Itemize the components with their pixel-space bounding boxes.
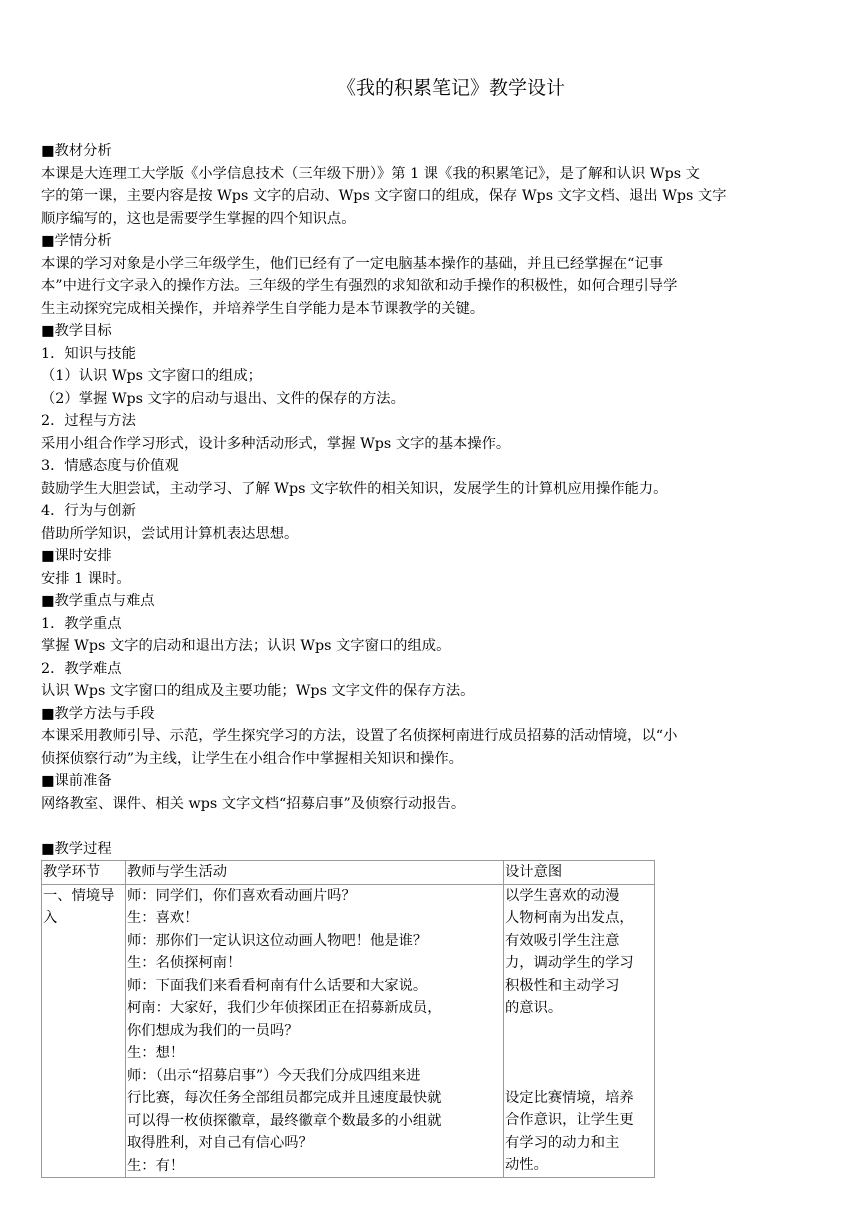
intent-line: 的意识。 [505, 1000, 563, 1016]
section-heading-preparation: ■课前准备 [41, 773, 112, 789]
goals-line: 采用小组合作学习形式，设计多种活动形式，掌握 Wps 文字的基本操作。 [41, 435, 511, 452]
table-header-intent: 设计意图 [504, 861, 655, 885]
activity-line: 师：同学们，你们喜欢看动画片吗？ [127, 887, 356, 904]
blank-line [41, 815, 821, 838]
document-page [41, 72, 821, 1178]
section-heading-keypoints: ■教学重点与难点 [41, 593, 155, 609]
section-heading-learners: ■学情分析 [41, 233, 112, 249]
goals-line: （2）掌握 Wps 文字的启动与退出、文件的保存的方法。 [41, 390, 405, 407]
goals-line: 2．过程与方法 [41, 413, 136, 429]
learners-line: 本课的学习对象是小学三年级学生，他们已经有了一定电脑基本操作的基础，并且已经掌握在“记事 [41, 255, 664, 272]
activity-line: 生：喜欢！ [127, 910, 199, 926]
table-header-activity: 教师与学生活动 [126, 861, 504, 885]
intent-line: 设定比赛情境，培养 [505, 1089, 634, 1106]
activity-line: 取得胜利，对自己有信心吗？ [127, 1135, 313, 1151]
goals-line: 1．知识与技能 [41, 345, 136, 362]
activity-line: 生：名侦探柯南！ [127, 955, 242, 971]
activity-line: 你们想成为我们的一员吗？ [127, 1022, 299, 1039]
intent-line: 积极性和主动学习 [505, 977, 620, 994]
material-line: 字的第一课，主要内容是按 Wps 文字的启动、Wps 文字窗口的组成，保存 Wps 文字文档、退出 Wps 文字 [41, 188, 727, 204]
keypoints-line: 认识 Wps 文字窗口的组成及主要功能；Wps 文字文件的保存方法。 [41, 683, 475, 699]
activity-line: 可以得一枚侦探徽章，最终徽章个数最多的小组就 [127, 1112, 442, 1129]
keypoints-line: 1．教学重点 [41, 615, 122, 632]
activity-line: 师：（出示“招募启事”）今天我们分成四组来进 [127, 1067, 421, 1084]
methods-line: 侦探侦察行动”为主线，让学生在小组合作中掌握相关知识和操作。 [41, 750, 463, 767]
goals-line: 借助所学知识，尝试用计算机表达思想。 [41, 525, 299, 542]
keypoints-line: 2．教学难点 [41, 660, 122, 677]
table-header-stage: 教学环节 [42, 861, 126, 885]
methods-line: 本课采用教师引导、示范，学生探究学习的方法，设置了名侦探柯南进行成员招募的活动情境，以“小 [41, 728, 678, 744]
goals-line: （1）认识 Wps 文字窗口的组成； [41, 368, 262, 384]
stage-cell [42, 884, 126, 1178]
section-heading-goals: ■教学目标 [41, 323, 112, 339]
activity-line: 师：下面我们来看看柯南有什么话要和大家说。 [127, 977, 428, 994]
preparation-line: 网络教室、课件、相关 wps 文字文档“招募启事”及侦察行动报告。 [41, 795, 466, 812]
section-heading-process: ■教学过程 [41, 840, 112, 857]
intent-line: 有效吸引学生注意 [505, 932, 620, 949]
goals-line: 3．情感态度与价值观 [41, 458, 179, 474]
activity-line: 生：有！ [127, 1157, 185, 1174]
activity-line: 柯南：大家好，我们少年侦探团正在招募新成员， [127, 1000, 442, 1016]
section-heading-schedule: ■课时安排 [41, 548, 112, 564]
intent-line: 合作意识，让学生更 [505, 1112, 634, 1128]
activity-line: 师：那你们一定认识这位动画人物吧！他是谁？ [127, 932, 428, 949]
intent-line: 以学生喜欢的动漫 [505, 887, 620, 904]
document-title: 《我的积累笔记》教学设计 [336, 77, 565, 99]
stage-line: 入 [43, 910, 58, 926]
keypoints-line: 掌握 Wps 文字的启动和退出方法；认识 Wps 文字窗口的组成。 [41, 638, 451, 654]
activity-line: 行比赛，每次任务全部组员都完成并且速度最快就 [127, 1090, 442, 1106]
table-header-row [42, 861, 655, 885]
activity-line: 生：想！ [127, 1045, 185, 1061]
intent-cell [504, 884, 655, 1178]
material-line: 顺序编写的，这也是需要学生掌握的四个知识点。 [41, 210, 356, 227]
schedule-line: 安排 1 课时。 [41, 570, 131, 587]
intent-line: 力，调动学生的学习 [505, 955, 634, 971]
process-table [41, 860, 655, 1178]
learners-line: 本”中进行文字录入的操作方法。三年级的学生有强烈的求知欲和动手操作的积极性，如何合理引导学 [41, 278, 678, 294]
section-heading-methods: ■教学方法与手段 [41, 705, 155, 722]
intent-line: 动性。 [505, 1157, 548, 1173]
activity-cell [126, 884, 504, 1178]
intent-line: 有学习的动力和主 [505, 1134, 620, 1151]
intent-gap [505, 1020, 653, 1087]
table-row [42, 884, 655, 1178]
stage-line: 一、情境导 [43, 887, 115, 904]
goals-line: 4．行为与创新 [41, 503, 136, 519]
intent-line: 人物柯南为出发点， [505, 910, 634, 926]
section-heading-material: ■教材分析 [41, 143, 112, 159]
document-body [41, 140, 821, 1178]
goals-line: 鼓励学生大胆尝试，主动学习、了解 Wps 文字软件的相关知识，发展学生的计算机应用操作能力。 [41, 480, 668, 497]
learners-line: 生主动探究完成相关操作，并培养学生自学能力是本节课教学的关键。 [41, 300, 485, 317]
material-line: 本课是大连理工大学版《小学信息技术（三年级下册）》第 1 课《我的积累笔记》，是了解和认识 Wps 文 [41, 165, 700, 182]
